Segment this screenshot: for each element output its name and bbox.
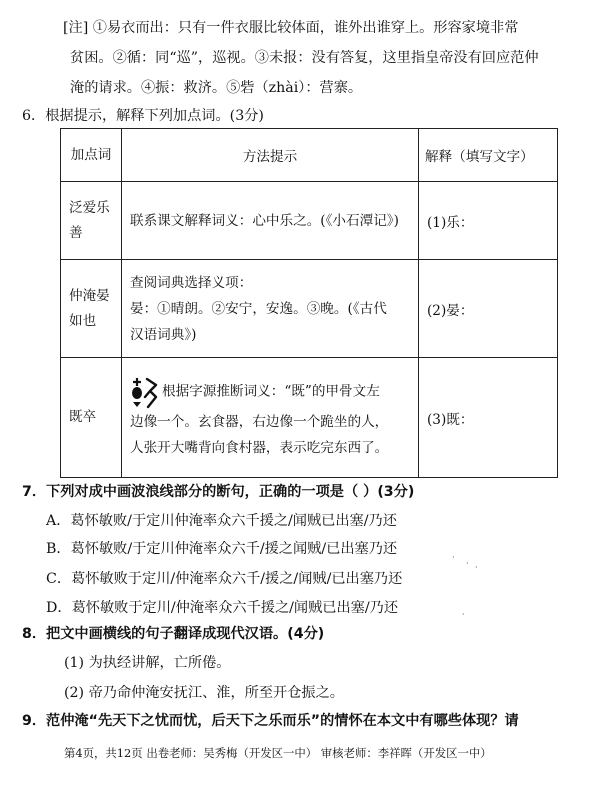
header-answer: 解释（填写文字）: [419, 129, 558, 182]
row3-word: 既卒: [61, 358, 122, 478]
table-row: [61, 358, 558, 478]
q7-option-c[interactable]: C．葛怀敏败于定川/仲淹率众六千/援之/闻贼/已出塞乃还: [46, 571, 403, 587]
note-line-1: [注] ①易衣而出：只有一件衣服比较体面，谁外出谁穿上。形容家境非常: [63, 20, 519, 36]
row1-word: 泛爱乐 善: [61, 182, 122, 260]
q8-item-2: (2) 帝乃命仲淹安抚江、淮，所至开仓振之。: [64, 685, 344, 701]
q8-item-1: (1) 为执经讲解，亡所倦。: [64, 655, 231, 671]
table-row: [61, 260, 558, 358]
q8-title: 8．把文中画横线的句子翻译成现代汉语。(4分): [22, 626, 325, 642]
note-line-2: 贫困。②循：同“巡”，巡视。③未报：没有答复，这里指皇帝没有回应范仲: [70, 50, 539, 66]
row3-hint: 根据字源推断词义：“既”的甲骨文左 边像一个。玄食器，右边像一个跪坐的人， 人张开大嘴背向食村器，表示吃完东西了。: [122, 358, 419, 478]
table-header-row: [61, 129, 558, 182]
row2-word: 仲淹晏 如也: [61, 260, 122, 358]
row1-answer[interactable]: (1)乐：: [419, 182, 558, 260]
q7-option-a[interactable]: A．葛怀敏败/于定川仲淹率众六千援之/闻贼已出塞/乃还: [46, 513, 397, 529]
q7-title: 7．下列对成中画波浪线部分的断句，正确的一项是（ ）(3分): [22, 484, 415, 500]
page-footer: 第4页，共12页 出卷老师：吴秀梅（开发区一中） 审核老师：李祥晖（开发区一中）: [64, 746, 492, 760]
note-line-3: 淹的请求。④振：救济。⑤砦（zhài）：营寨。: [70, 80, 363, 96]
table-row: [61, 182, 558, 260]
hint-table: [60, 128, 558, 478]
header-hint: 方法提示: [122, 129, 419, 182]
q6-title: 6．根据提示，解释下列加点词。(3分): [22, 108, 264, 124]
row2-hint: 查阅词典选择义项： 晏：①晴朗。②安宁，安逸。③晚。(《古代 汉语词典》): [122, 260, 419, 358]
header-word: 加点词: [61, 129, 122, 182]
oracle-bone-ji-glyph: [130, 375, 160, 409]
q7-option-b[interactable]: B．葛怀敏败/于定川仲淹率众六千/援之闻贼/已出塞乃还: [46, 541, 398, 557]
row1-hint: 联系课文解释词义：心中乐之。(《小石潭记》): [122, 182, 419, 260]
q9-title: 9．范仲淹“先天下之忧而忧，后天下之乐而乐”的情怀在本文中有哪些体现？请: [22, 713, 519, 729]
q7-option-d[interactable]: D．葛怀敏败于定川/仲淹率众六千援之/闻贼已出塞/乃还: [46, 600, 399, 616]
row3-answer[interactable]: (3)既：: [419, 358, 558, 478]
row2-answer[interactable]: (2)晏：: [419, 260, 558, 358]
